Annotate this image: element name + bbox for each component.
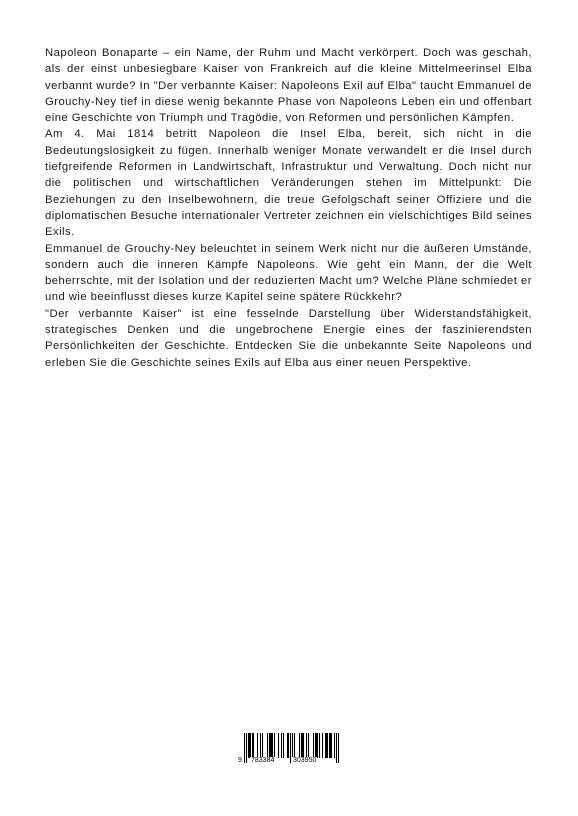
blurb-paragraph-4: "Der verbannte Kaiser" ist eine fesselnde Darstellung über Widerstandsfähigkeit, strategisches Denken und die ungebrochene Energie eines der faszinierendsten Persönlichkeiten der Geschichte. Entdecken Sie die unbekannte Seite Napoleons und erleben Sie die Geschichte seines Exils auf Elba aus einer neuen Perspektive. bbox=[45, 307, 532, 369]
barcode-bar bbox=[281, 733, 282, 758]
barcode-bar bbox=[257, 733, 258, 758]
barcode-right-group: 303950 bbox=[293, 757, 317, 764]
barcode-bar bbox=[313, 733, 314, 758]
barcode-bar bbox=[329, 733, 330, 758]
barcode-bar bbox=[308, 733, 309, 758]
barcode-bar bbox=[301, 733, 302, 758]
barcode-bar bbox=[283, 733, 284, 758]
isbn-barcode bbox=[237, 733, 341, 769]
barcode-bar bbox=[271, 733, 272, 758]
barcode-bar bbox=[270, 733, 271, 758]
blurb-paragraph-3: Emmanuel de Grouchy-Ney beleuchtet in seinem Werk nicht nur die äußeren Umstände, sondern auch die inneren Kämpfe Napoleons. Wie geht ein Mann, der die Welt beherrschte, mit der Isolation und der reduzierten Macht um? Welche Pläne schmiedet er und wie beeinflusst dieses kurze Kapitel seine spätere Rückkehr? bbox=[45, 242, 532, 304]
barcode-bar bbox=[290, 733, 291, 763]
barcode-bar bbox=[248, 733, 249, 758]
barcode-first-digit: 9 bbox=[238, 757, 242, 764]
barcode-bar bbox=[302, 733, 303, 758]
barcode-bar bbox=[322, 733, 323, 758]
barcode-bar bbox=[278, 733, 279, 758]
barcode-bar bbox=[303, 733, 304, 758]
barcode-bar bbox=[319, 733, 320, 758]
barcode-bar bbox=[260, 733, 261, 758]
barcode-bar bbox=[330, 733, 331, 758]
barcode-bar bbox=[294, 733, 295, 758]
barcode-bar bbox=[269, 733, 270, 758]
blurb-text bbox=[45, 45, 532, 371]
barcode-bar bbox=[306, 733, 307, 758]
blurb-paragraph-2: Am 4. Mai 1814 betritt Napoleon die Insel Elba, bereit, sich nicht in die Bedeutungslosigkeit zu fügen. Innerhalb weniger Monate verwandelt er die Insel durch tiefgreifende Reformen in Landwirtschaft, Infrastruktur und Verwaltung. Doch nicht nur die politischen und wirtschaftlichen Veränderungen stehen im Mittelpunkt: Die Beziehungen zu den Inselbewohnern, die treue Gefolgschaft seiner Offiziere und die diplomatischen Besuche internationaler Vertreter zeichnen ein vielschichtiges Bild seines Exils. bbox=[45, 128, 532, 239]
barcode-bar bbox=[244, 733, 245, 763]
barcode-bar bbox=[334, 733, 335, 758]
barcode-bar bbox=[253, 733, 254, 758]
barcode-bar bbox=[262, 733, 263, 758]
blurb-paragraph-1: Napoleon Bonaparte – ein Name, der Ruhm und Macht verkörpert. Doch was geschah, als der einst unbesiegbare Kaiser von Frankreich auf die kleine Mittelmeerinsel Elba verbannt wurde? In "Der verbannte Kaiser: Napoleons Exil auf Elba" taucht Emmanuel de Grouchy-Ney tief in diese wenig bekannte Phase von Napoleons Leben ein und offenbart eine Geschichte von Triumph und Tragödie, von Reformen und persönlichen Kämpfen. bbox=[45, 47, 532, 125]
barcode-bar bbox=[338, 733, 339, 763]
barcode-bar bbox=[316, 733, 317, 758]
barcode-bar bbox=[272, 733, 273, 758]
barcode-bar bbox=[327, 733, 328, 758]
barcode-bar bbox=[287, 733, 288, 758]
barcode-bar bbox=[249, 733, 250, 758]
barcode-bar bbox=[317, 733, 318, 758]
barcode-bar bbox=[315, 733, 316, 758]
barcode-bar bbox=[267, 733, 268, 758]
barcode-bar bbox=[288, 733, 289, 758]
barcode-bar bbox=[250, 733, 251, 758]
barcode-left-group: 783384 bbox=[251, 757, 275, 764]
barcode-bar bbox=[331, 733, 332, 758]
barcode-bar bbox=[336, 733, 337, 763]
barcode-bar bbox=[326, 733, 327, 758]
barcode-bar bbox=[252, 733, 253, 758]
barcode-bar bbox=[274, 733, 275, 758]
barcode-bar bbox=[246, 733, 247, 763]
barcode-bar bbox=[325, 733, 326, 758]
barcode-bar bbox=[299, 733, 300, 758]
